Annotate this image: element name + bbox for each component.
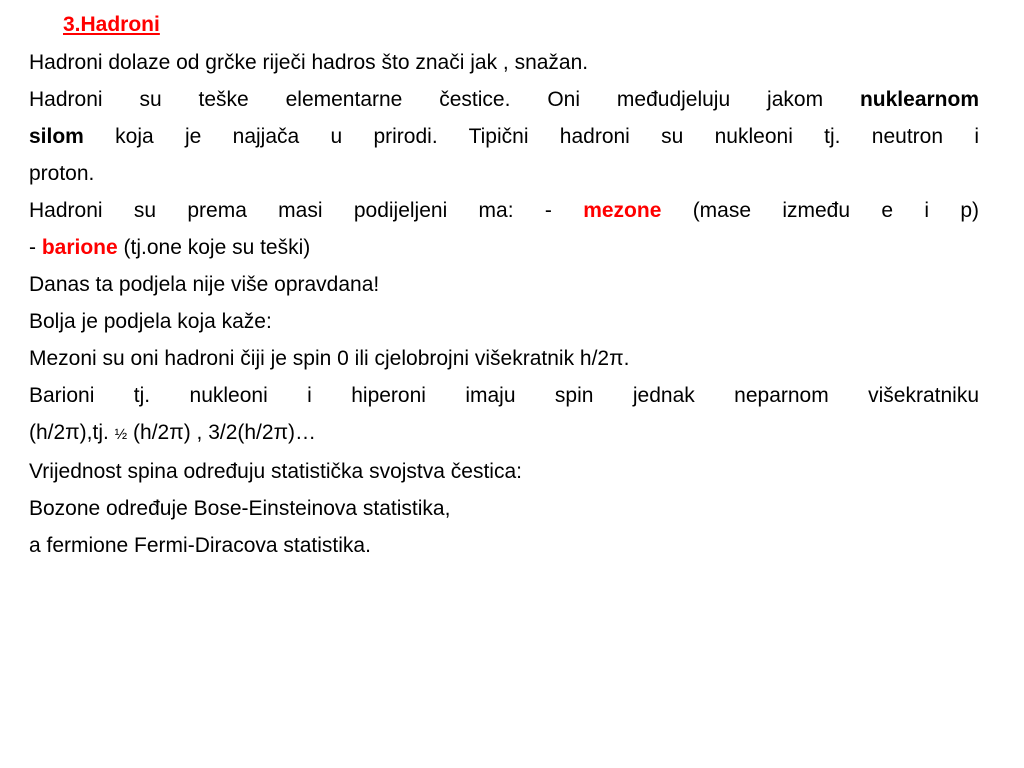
red-term-mesons: mezone	[583, 199, 662, 222]
text-line-mass-division	[29, 192, 979, 229]
text-line-better-division: Bolja je podjela koja kaže:	[29, 310, 272, 333]
text-line-origin: Hadroni dolaze od grčke riječi hadros što znači jak , snažan.	[29, 51, 589, 74]
text-line-baryons-spin: Barioni tj. nukleoni i hiperoni imaju spin jednak neparnom višekratniku	[29, 384, 979, 407]
text-segment: koja je najjača u prirodi. Tipični hadroni su nukleoni tj. neutron i	[83, 125, 979, 148]
text-segment: (h/2π),tj.	[29, 421, 115, 444]
text-line-baryons	[29, 229, 979, 266]
slide-title: 3.Hadroni	[63, 13, 160, 36]
red-term-baryons: barione	[41, 236, 118, 259]
slide-content	[29, 8, 979, 564]
text-segment: (mase između e i p)	[661, 199, 980, 222]
text-line-proton: proton.	[29, 162, 95, 185]
text-line-mesons-spin: Mezoni su oni hadroni čiji je spin 0 ili cjelobrojni višekratnik h/2π.	[29, 347, 630, 370]
text-segment: -	[29, 236, 42, 259]
text-line-outdated: Danas ta podjela nije više opravdana!	[29, 273, 380, 296]
text-segment: Hadroni su prema masi podijeljeni ma: -	[29, 199, 584, 222]
text-segment: (tj.one koje su teški)	[117, 236, 311, 259]
text-line-strongest-force	[29, 118, 979, 155]
text-segment: (h/2π) , 3/2(h/2π)…	[127, 421, 317, 444]
text-segment: Hadroni su teške elementarne čestice. Oni međudjeluju jakom	[29, 88, 860, 111]
text-line-fermions: a fermione Fermi-Diracova statistika.	[29, 534, 371, 557]
text-line-statistics: Vrijednost spina određuju statistička svojstva čestica:	[29, 460, 522, 483]
bold-term-nuclear: nuklearnom	[859, 88, 979, 111]
fraction-half: ½	[114, 426, 128, 443]
text-line-heavy-particles	[29, 81, 979, 118]
text-line-bosons: Bozone određuje Bose-Einsteinova statistika,	[29, 497, 451, 520]
bold-term-force: silom	[29, 125, 84, 148]
text-line-spin-values	[29, 414, 979, 453]
